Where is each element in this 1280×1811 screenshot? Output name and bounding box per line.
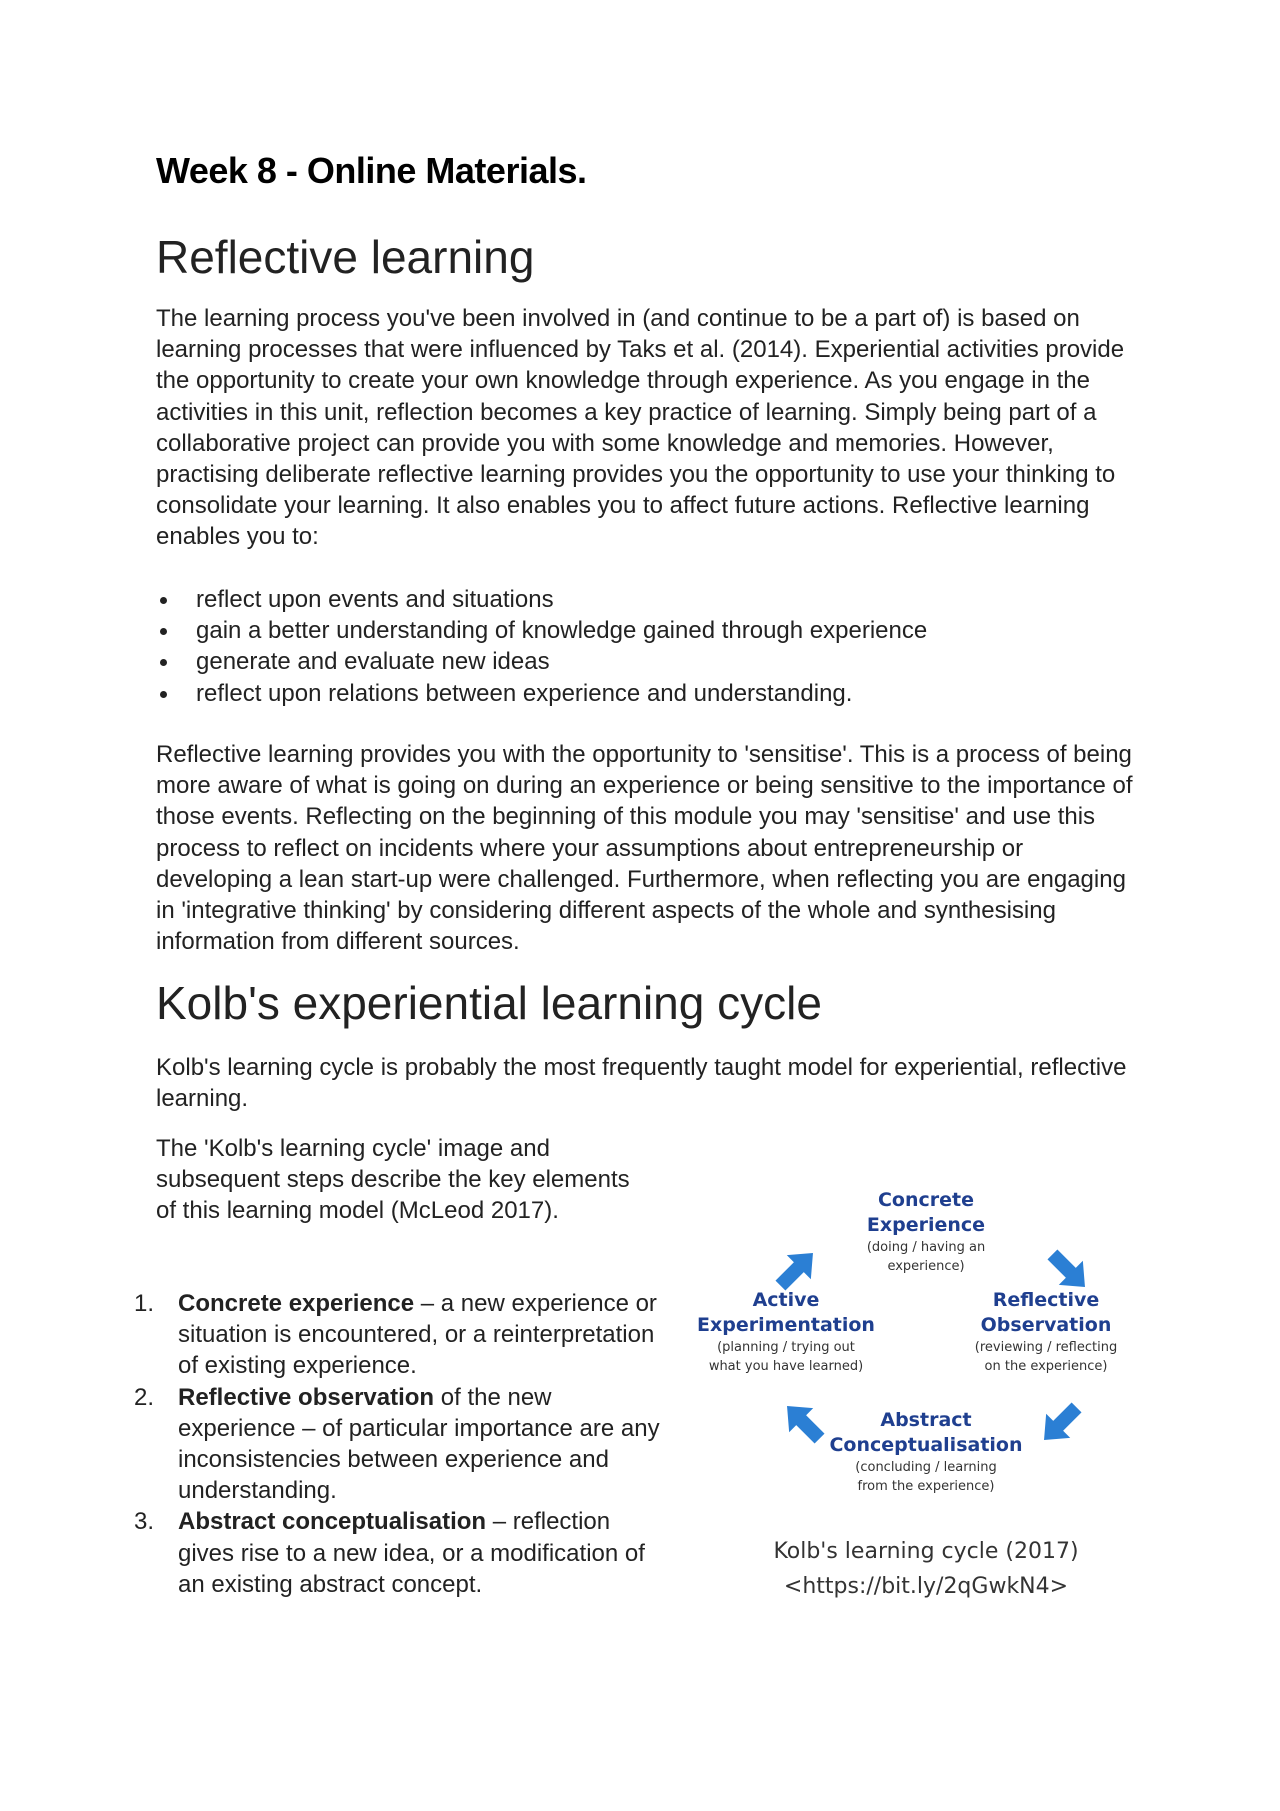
- caption-link: <https://bit.ly/2qGwkN4>: [783, 1574, 1069, 1599]
- step-term: Reflective observation: [178, 1383, 435, 1411]
- node-active-experimentation: [676, 1288, 896, 1376]
- step-number: 2.: [134, 1383, 155, 1411]
- node-title: Conceptualisation: [829, 1434, 1023, 1456]
- bullet-text: generate and evaluate new ideas: [196, 648, 550, 676]
- bullet-icon: [160, 691, 167, 698]
- node-title: Reflective: [992, 1289, 1100, 1311]
- list-item: [134, 1288, 664, 1382]
- node-title: Active: [752, 1289, 820, 1311]
- bullet-icon: [160, 628, 167, 635]
- node-concrete-experience: [806, 1188, 1046, 1276]
- kolb-steps-list: [134, 1288, 664, 1600]
- kolb-image-description: The 'Kolb's learning cycle' image and subsequent steps describe the key elements of this learning model (McLeod 2017).: [156, 1135, 630, 1225]
- kolb-heading: Kolb's experiential learning cycle: [156, 977, 822, 1029]
- caption-title: Kolb's learning cycle (2017): [773, 1539, 1079, 1564]
- step-description: – reflection gives rise to a new idea, or a modification of an existing abstract concept.: [178, 1508, 645, 1598]
- reflective-learning-heading: Reflective learning: [156, 231, 535, 283]
- step-number: 1.: [134, 1290, 155, 1317]
- step-term: Concrete experience: [178, 1290, 415, 1317]
- node-subtitle: (planning / trying out: [717, 1340, 855, 1355]
- node-title: Observation: [980, 1314, 1112, 1336]
- node-subtitle: what you have learned): [708, 1359, 864, 1374]
- list-item: [156, 678, 1136, 709]
- node-abstract-conceptualisation: [796, 1408, 1056, 1496]
- node-subtitle: (reviewing / reflecting: [974, 1340, 1118, 1355]
- node-subtitle: (doing / having an: [866, 1240, 986, 1255]
- page-title: Week 8 - Online Materials.: [156, 150, 587, 191]
- node-subtitle: from the experience): [857, 1479, 995, 1494]
- step-term: Abstract conceptualisation: [178, 1508, 487, 1536]
- node-subtitle: on the experience): [984, 1359, 1108, 1374]
- list-item: [134, 1382, 664, 1507]
- bullet-icon: [160, 659, 167, 666]
- step-description: – a new experience or situation is encountered, or a reinterpretation of existing experience.: [178, 1290, 657, 1380]
- sensitise-paragraph: Reflective learning provides you with the opportunity to 'sensitise'. This is a process of being more aware of what is going on during an experience or being sensitive to the importance of those events. Reflecting on the beginning of this module you may 'sensitise' and use this process to reflect on incidents where your assumptions about entrepreneurship or developing a lean start-up were challenged. Furthermore, when reflecting you are engaging in 'integrative thinking' by considering different aspects of the whole and synthesising information from different sources.: [156, 741, 1133, 956]
- bullet-text: reflect upon events and situations: [196, 586, 554, 613]
- bullet-text: gain a better understanding of knowledge gained through experience: [196, 617, 928, 645]
- diagram-caption: [726, 1534, 1126, 1604]
- list-item: [134, 1506, 664, 1600]
- intro-paragraph: The learning process you've been involved in (and continue to be a part of) is based on learning processes that were influenced by Taks et al. (2014). Experiential activities provide the opportunity to create your own knowledge through experience. As you engage in the activities in this unit, reflection becomes a key practice of learning. Simply being part of a collaborative project can provide you with some knowledge and memories. However, practising deliberate reflective learning provides you the opportunity to use your thinking to consolidate your learning. It also enables you to affect future actions. Reflective learning enables you to:: [156, 305, 1125, 551]
- reflective-bullet-list: [156, 584, 1136, 709]
- step-number: 3.: [134, 1508, 155, 1536]
- list-item: [156, 584, 1136, 615]
- bullet-text: reflect upon relations between experience and understanding.: [196, 679, 853, 707]
- node-subtitle: experience): [887, 1259, 965, 1274]
- node-title: Experience: [866, 1214, 986, 1236]
- node-reflective-observation: [936, 1288, 1156, 1376]
- node-title: Experimentation: [697, 1314, 875, 1336]
- step-description: of the new experience – of particular importance are any inconsistencies between experience and understanding.: [178, 1383, 660, 1505]
- kolb-intro-paragraph: Kolb's learning cycle is probably the most frequently taught model for experiential, reflective learning.: [156, 1054, 1127, 1113]
- node-title: Concrete: [877, 1189, 974, 1211]
- node-subtitle: (concluding / learning: [855, 1460, 997, 1475]
- bullet-icon: [160, 597, 167, 604]
- list-item: [156, 646, 1136, 677]
- node-title: Abstract: [880, 1409, 972, 1431]
- list-item: [156, 615, 1136, 646]
